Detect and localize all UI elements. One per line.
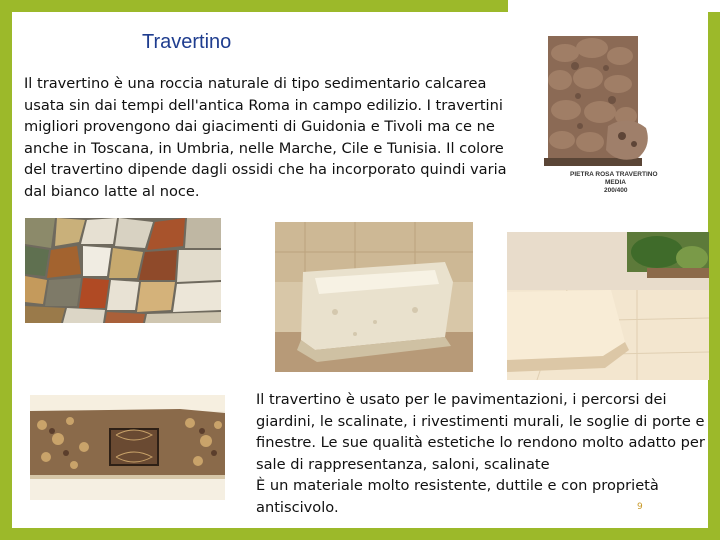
page-number: 9 <box>637 502 643 512</box>
mosaic-floor-photo <box>25 218 221 323</box>
uses-text: Il travertino è usato per le pavimentazioni, i percorsi dei giardini, le scalinate, i rivestimenti murali, le soglie di porte e finestre. Le sue qualità estetiche lo rendono molto adatto per sale di rappresentanza, saloni, scalinate <box>256 391 705 473</box>
properties-text: È un materiale molto resistente, duttile e con proprietà antiscivolo. <box>256 477 659 516</box>
polished-floor-photo <box>507 232 709 380</box>
stone-pile-caption-2: MEDIA <box>605 179 626 186</box>
stone-pile-photo <box>530 18 660 198</box>
intro-paragraph: Il travertino è una roccia naturale di tipo sedimentario calcarea usata sin dai tempi dell'antica Roma in campo edilizio. I travertini migliori provengono dai giacimenti di Guidonia e Tivoli ma ce ne anche in Toscana, in Umbria, nelle Marche, Cile e Tunisia. Il colore del travertino dipende dagli ossidi che ha incorporato quindi varia dal bianco latte al noce. <box>24 75 507 200</box>
slide-title: Travertino <box>142 31 232 53</box>
stone-pile-caption-3: 200/400 <box>604 187 628 194</box>
decorative-wall-photo <box>30 395 225 500</box>
uses-paragraph <box>256 389 706 518</box>
slide-corner <box>508 0 720 12</box>
travertine-bathtub-photo <box>275 222 473 372</box>
stone-pile-caption-1: PIETRA ROSA TRAVERTINO <box>570 171 658 178</box>
